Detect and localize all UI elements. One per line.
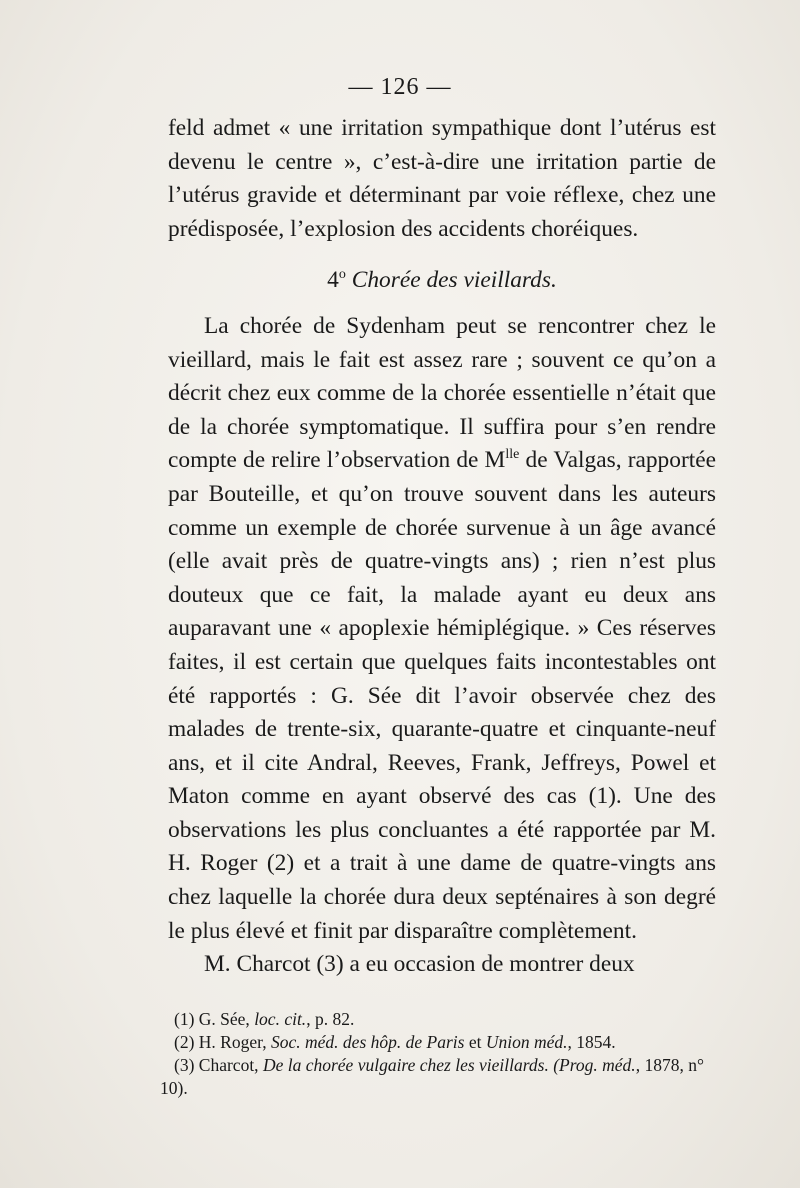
footnote-3 [160, 1054, 716, 1100]
page-number: — 126 — [348, 74, 452, 100]
footnote-2-italic-2: Union méd. [485, 1032, 568, 1052]
footnote-1-rest: , p. 82. [306, 1009, 355, 1029]
section-heading-title: Chorée des vieillards. [351, 267, 557, 294]
paragraph-charcot: M. Charcot (3) a eu occasion de montrer deux [204, 951, 635, 978]
footnote-3-lead: (3) Charcot, [174, 1055, 263, 1075]
paragraph-sydenham [168, 310, 716, 948]
paragraph-sydenham-sup: lle [505, 447, 520, 463]
footnote-1-italic: loc. cit. [254, 1009, 307, 1029]
footnote-2-rest: , 1854. [567, 1032, 616, 1052]
section-heading [168, 264, 716, 298]
footnote-2-lead: (2) H. Roger, [174, 1032, 271, 1052]
footnote-3-italic: De la chorée vulgaire chez les vieillards. (Prog. méd. [262, 1055, 636, 1075]
paragraph-sydenham-part2: de Valgas, rapportée par Bouteille, et qu’on trouve souvent dans les auteurs comme un exemple de chorée survenue à un âge avancé (elle avait près de quatre-vingts ans) ; rien n’est plus douteux que ce fait, la malade ayant eu deux ans auparavant une « apoplexie hémiplégique. » Ces réserves faites, il est certain que quelques faits incontestables ont été rapportés : G. Sée dit l’avoir observée chez des malades de trente-six, quarante-quatre et cinquante-neuf ans, et il cite Andral, Reeves, Frank, Jeffreys, Powel et Maton comme en ayant observé des cas (1). Une des observations les plus concluantes a été rapportée par M. H. Roger (2) et a trait à une dame de quatre-vingts ans chez laquelle la chorée dura deux septénaires à son degré le plus élevé et finit par disparaître complètement. [168, 447, 717, 944]
section-heading-degree: o [338, 267, 346, 283]
body-text [168, 112, 716, 982]
footnote-3-rest: , 1878, n° 10). [160, 1055, 704, 1098]
footnote-1 [160, 1008, 716, 1031]
footnotes [160, 1008, 716, 1100]
footnote-2-italic: Soc. méd. des hôp. de Paris [271, 1032, 465, 1052]
section-heading-number: 4 [327, 267, 339, 294]
footnote-2 [160, 1031, 716, 1054]
paragraph-continuation: feld admet « une irritation sympathique dont l’utérus est devenu le centre », c’est-à-dire une irritation partie de l’utérus gravide et déterminant par voie réflexe, chez une prédisposée, l’explosion des accidents choréiques. [168, 115, 716, 242]
footnote-1-lead: (1) G. Sée, [174, 1009, 255, 1029]
paragraph-sydenham-part1: La chorée de Sydenham peut se rencontrer chez le vieillard, mais le fait est assez rare ; souvent ce qu’on a décrit chez eux comme de la chorée essentielle n’était que de la chorée symptomatique. Il suffira pour s’en rendre compte de relire l’observation de M [168, 312, 716, 474]
footnote-2-mid: et [464, 1032, 486, 1052]
